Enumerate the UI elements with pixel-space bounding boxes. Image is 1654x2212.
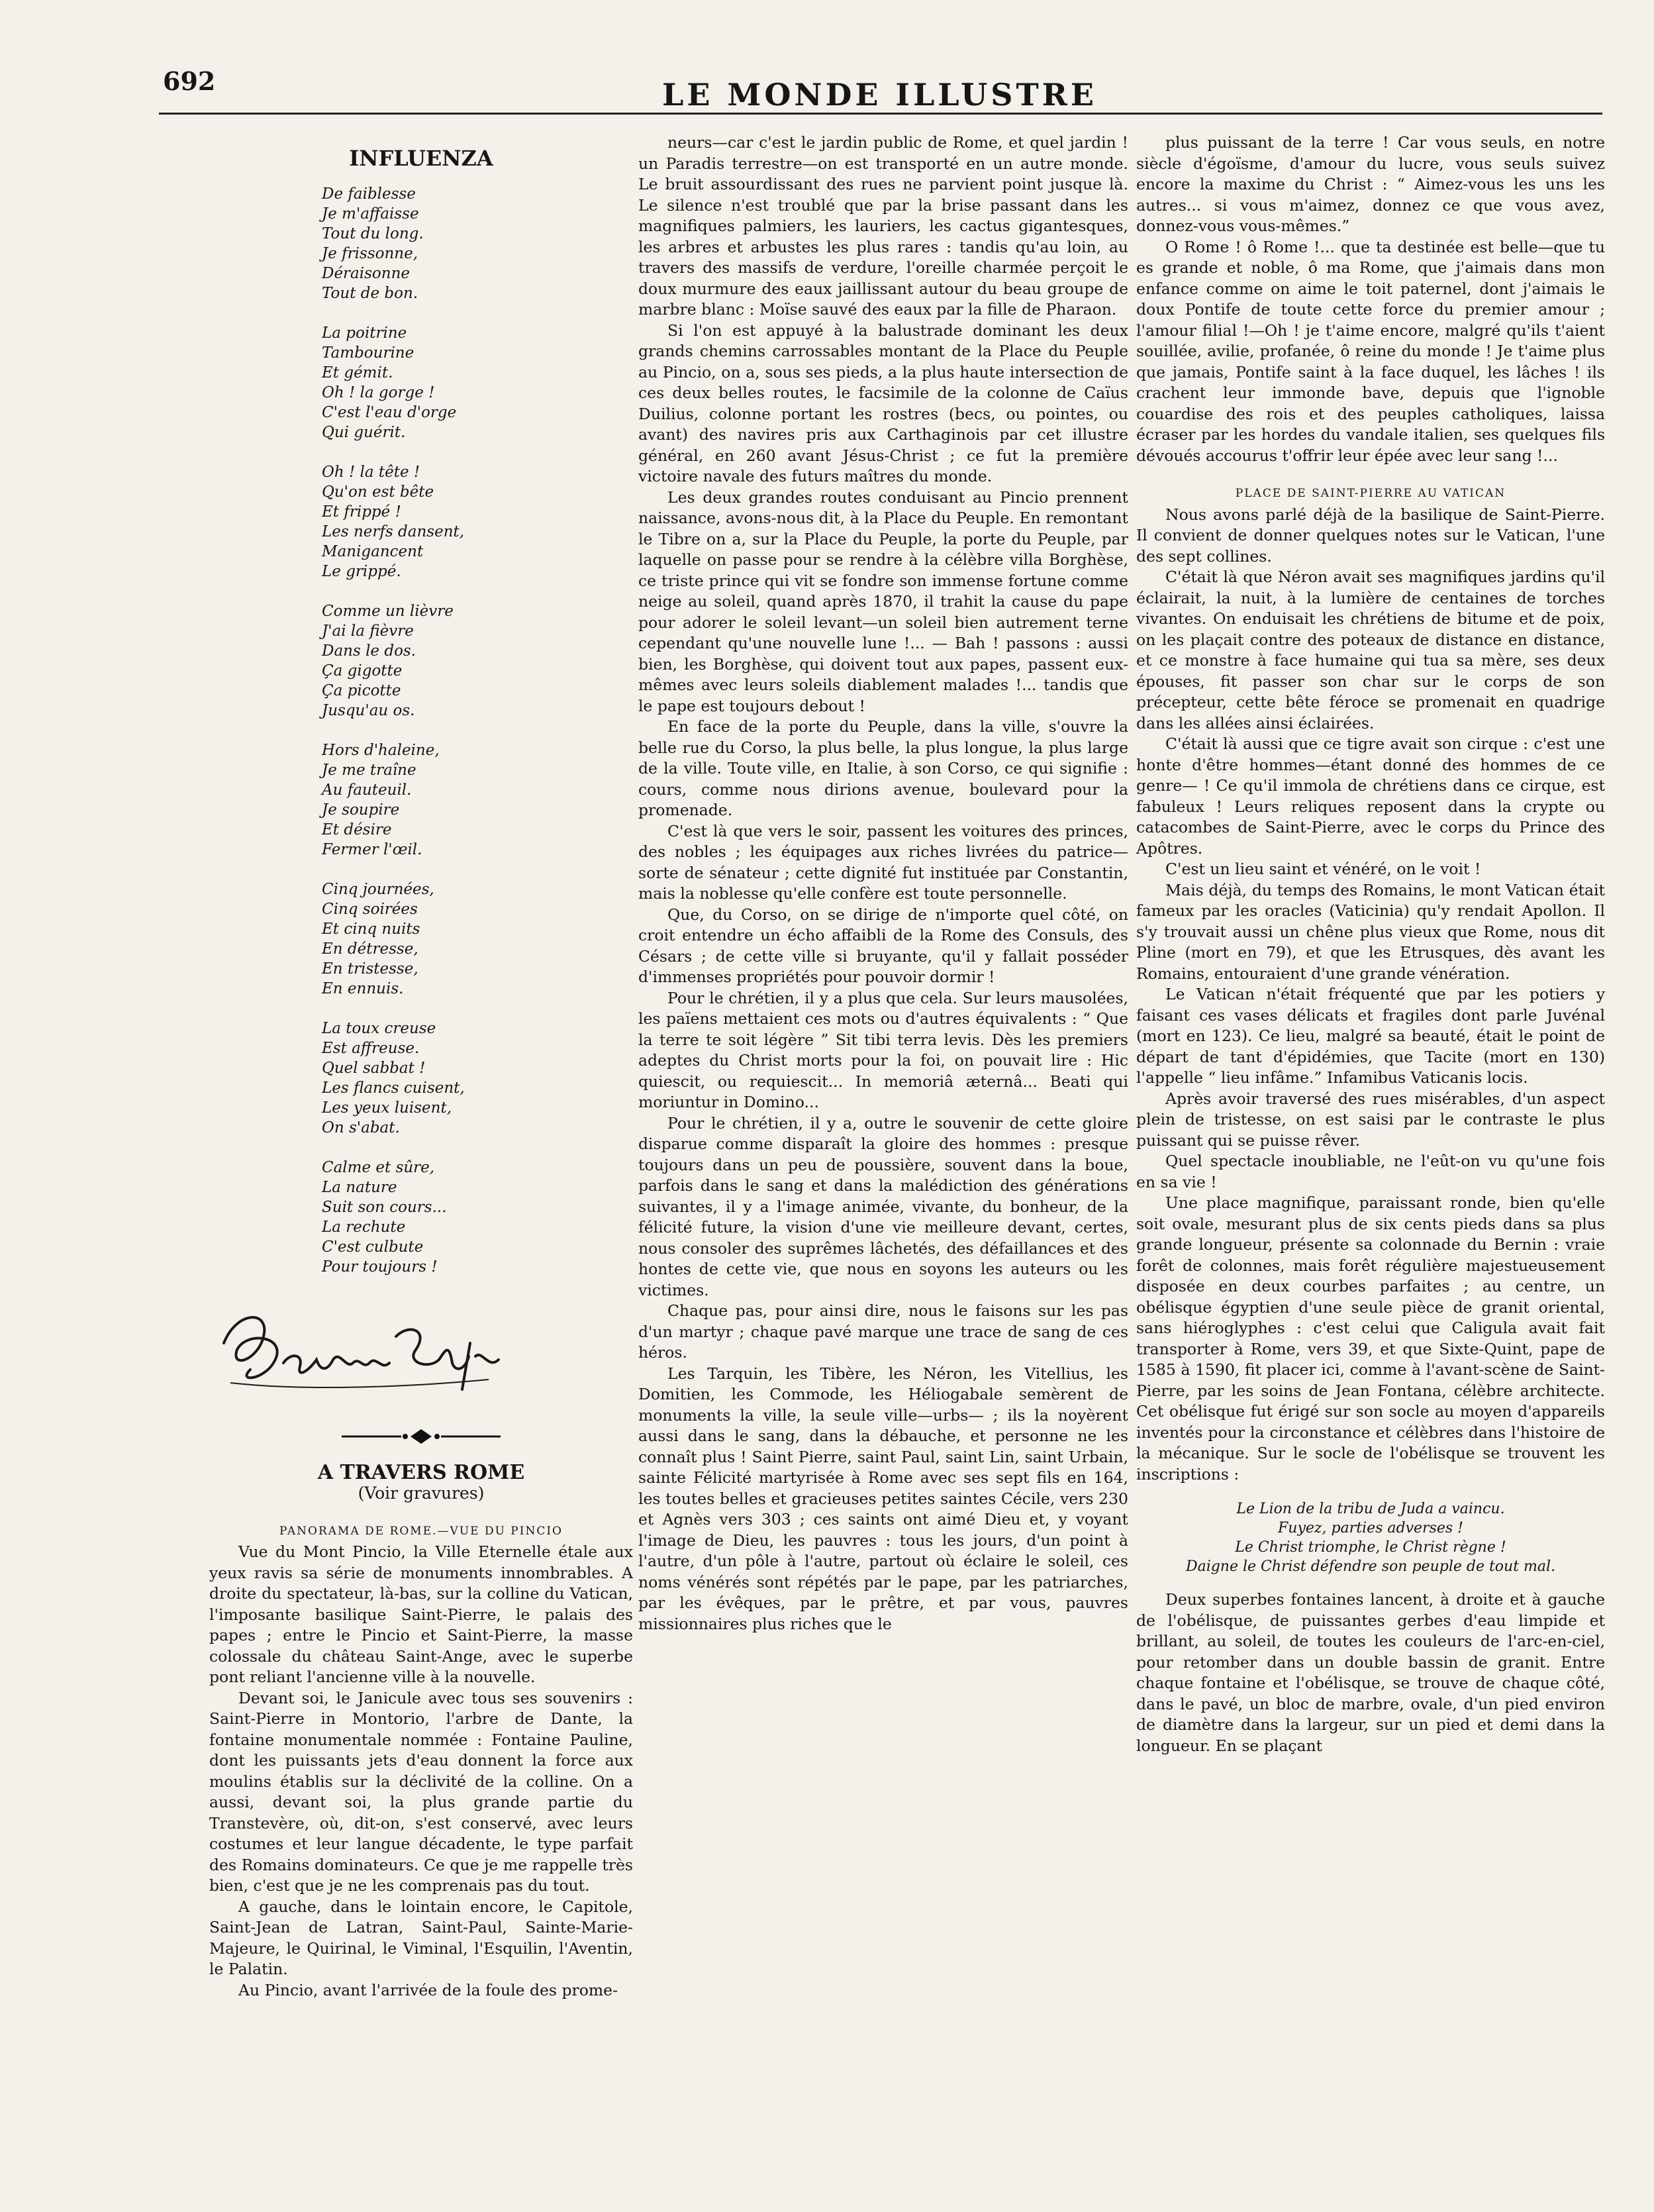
article-paragraph: Nous avons parlé déjà de la basilique de Saint-Pierre. Il convient de donner quelques notes sur le Vatican, l'une des sept collines. [1136,505,1605,566]
poem-stanza [322,323,633,442]
article-paragraph: C'était là aussi que ce tigre avait son cirque : c'est une honte d'être hommes—étant donné des hommes de ce genre— ! Ce qu'il immola de chrétiens dans ce cirque, est fabuleux ! Leurs reliques reposent dans la crypte ou catacombes de Saint-Pierre, avec le corps du Prince des Apôtres. [1136,734,1605,858]
article-paragraph: Les deux grandes routes conduisant au Pincio prennent naissance, avons-nous dit, à la Place du Peuple. En remontant le Tibre on a, sur la Place du Peuple, la porte du Peuple, par laquelle on passe pour se rendre à la célèbre villa Borghèse, ce triste prince qui vit se fondre son immense fortune comme neige au soleil, quand après 1870, il trahit la cause du pape pour adorer le soleil levant—un soleil bien autrement terne cependant qu'une nouvelle lune !... — Bah ! passons : aussi bien, les Borghèse, qui doivent tout aux papes, passent eux-mêmes avec leurs soleils diablement malades !... tandis que le pape est toujours debout ! [638,487,1128,715]
column-1-text [209,1542,633,2001]
article-paragraph: Pour le chrétien, il y a plus que cela. Sur leurs mausolées, les païens mettaient ces mots ou d'autres équivalents : “ Que la terre te soit légère ” Sit tibi terra levis. Dès les premiers adeptes du Christ morts pour la foi, on pouvait lire : Hic quiescit, ou requiescit... In memoriâ æternâ... Beati qui moriuntur in Domino... [638,988,1128,1111]
article-paragraph: Devant soi, le Janicule avec tous ses souvenirs : Saint-Pierre in Montorio, l'arbre de Dante, la fontaine monumentale nommée : Fontaine Pauline, dont les puissants jets d'eau donnent la force aux moulins établis sur la déclivité de la colline. On a aussi, devant soi, la plus grande partie du Transtevère, où, dit-on, s'est conservé, avec leurs costumes et leur langue décadente, le type parfait des Romains dominateurs. Ce que je me rappelle très bien, c'est que je ne les comprenais pas du tout. [209,1688,633,1895]
article-subtitle: (Voir gravures) [358,1483,485,1503]
poem-line: Pour toujours ! [322,1258,438,1276]
poem-line: En tristesse, [322,960,418,978]
article-paragraph: Que, du Corso, on se dirige de n'importe quel côté, on croit entendre un écho affaibli de la Rome des Consuls, des Césars ; de cette ville si bruyante, qu'il y fallait posséder d'immenses propriétés pour pouvoir dormir ! [638,905,1128,986]
section-heading-vatican: PLACE DE SAINT-PIERRE AU VATICAN [1235,487,1506,500]
column-1 [209,132,633,2001]
poem-stanza [322,740,633,860]
poem-line: C'est l'eau d'orge [322,403,457,421]
poem-line: La rechute [322,1218,406,1236]
poem-line: Déraisonne [322,264,411,282]
poem-line: Manigancent [322,542,424,560]
article-paragraph: Après avoir traversé des rues misérables, d'un aspect plein de tristesse, on est saisi par le contraste le plus puissant qui se puisse rêver. [1136,1089,1605,1150]
poem-line: Tout de bon. [322,284,418,302]
poem-line: On s'abat. [322,1119,400,1136]
poem-line: Comme un lièvre [322,602,454,620]
section-ornament [342,1427,501,1446]
article-paragraph: Les Tarquin, les Tibère, les Néron, les Vitellius, les Domitien, les Commode, les Héliogabale semèrent de monuments la ville, la seule ville—urbs— ; ils la noyèrent aussi dans le sang, dans la débauche, et personne ne les connaît plus ! Saint Pierre, saint Paul, saint Lin, saint Urbain, sainte Félicité martyrisée à Rome avec ses sept fils en 164, les toutes belles et gracieuses petites saintes Cécile, vers 230 et Agnès vers 303 ; ces saints ont aimé Dieu et, y voyant l'image de Dieu, les pauvres : tous les jours, d'un point à l'autre, d'un pôle à l'autre, partout où éclaire le soleil, ces noms vénérés sont répétés par le pape, par les patriarches, par les évêques, par le prêtre, et par vous, pauvres missionnaires plus riches que le [638,1364,1128,1633]
poem-line: La nature [322,1178,397,1196]
article-paragraph: plus puissant de la terre ! Car vous seuls, en notre siècle d'égoïsme, d'amour du lucre, vous seuls suivez encore la maxime du Christ : “ Aimez-vous les uns les autres... si vous m'aimez, donnez ce que vous avez, donnez-vous vous-mêmes.” [1136,133,1605,235]
poem-line: Au fauteuil. [322,781,412,799]
poem-stanza [322,462,633,581]
poem-line: Je m'affaisse [322,205,419,223]
article-paragraph: O Rome ! ô Rome !... que ta destinée est belle—que tu es grande et noble, ô ma Rome, que j'aimais dans mon enfance comme on aime le toit paternel, dont j'aimais le doux Pontife de toute cette force du premier amour ; l'amour filial !—Oh ! je t'aime encore, malgré qu'ils t'aient souillée, avilie, profanée, ô reine du monde ! Je t'aime plus que jamais, Pontife saint à la face duquel, les lâches ! ils crachent leur immonde bave, depuis que l'ignoble couardise des rois et des peuples catholiques, laissa écraser par les hordes du vandale italien, ses quelques fils dévoués accourus t'offrir leur épée avec leur sang !... [1136,237,1605,465]
column-3-intro [1136,132,1605,466]
poem-line: Calme et sûre, [322,1158,435,1176]
poem-line: Oh ! la tête ! [322,463,420,481]
page-number: 692 [163,66,216,96]
poem-line: Tambourine [322,344,414,362]
column-3-section-2 [1136,505,1605,1485]
poem-line: En ennuis. [322,980,404,997]
poem [322,184,633,1277]
poem-line: De faiblesse [322,185,416,203]
article-paragraph: neurs—car c'est le jardin public de Rome, et quel jardin ! un Paradis terrestre—on est transporté en un autre monde. Le bruit assourdissant des rues ne parvient point jusque là. Le silence n'est troublé que par la brise passant dans les magnifiques palmiers, les lauriers, les cactus gigantesques, les arbres et arbustes les plus rares : tandis qu'au loin, au travers des massifs de verdure, l'oreille charmée perçoit le doux murmure des eaux jaillissant autour du beau groupe de marbre blanc : Moïse sauvé des eaux par la fille de Pharaon. [638,133,1128,319]
inscription-line: Le Lion de la tribu de Juda a vaincu. [1236,1501,1505,1517]
poem-stanza [322,184,633,303]
poem-line: J'ai la fièvre [322,622,414,640]
poem-line: Et cinq nuits [322,920,420,938]
poem-line: Cinq soirées [322,900,418,918]
poem-line: Les nerfs dansent, [322,523,465,540]
poem-line: La poitrine [322,324,407,342]
section-heading-pincio: PANORAMA DE ROME.—VUE DU PINCIO [279,1524,563,1538]
article-title: A TRAVERS ROME [317,1460,525,1484]
article-paragraph: C'est là que vers le soir, passent les voitures des princes, des nobles ; les équipages aux riches livrées du patrice—sorte de sénateur ; cette dignité fut instituée par Constantin, mais la noblesse qu'elle confère est toute personnelle. [638,821,1128,903]
poem-line: Quel sabbat ! [322,1059,426,1077]
poem-line: Les flancs cuisent, [322,1079,465,1097]
poem-line: Tout du long. [322,225,424,242]
poem-line: Hors d'haleine, [322,741,440,759]
poem-line: Oh ! la gorge ! [322,383,435,401]
article-paragraph: Pour le chrétien, il y a, outre le souvenir de cette gloire disparue comme disparaît la gloire des hommes : presque toujours dans un peu de poussière, souvent dans la boue, parfois dans le sang et dans la malédiction des générations suivantes, il y a l'image animée, vivante, du bonheur, de la félicité future, la vision d'une vie meilleure devant, certes, nous consoler des suprêmes lâchetés, des défaillances et des hontes de cette vie, que nous en soyons les auteurs ou les victimes. [638,1113,1128,1299]
article-paragraph: Vue du Mont Pincio, la Ville Eternelle étale aux yeux ravis sa série de monuments innombrables. A droite du spectateur, là-bas, sur la colline du Vatican, l'imposante basilique Saint-Pierre, le palais des papes ; entre le Pincio et Saint-Pierre, la masse colossale du château Saint-Ange, avec le superbe pont reliant l'ancienne ville à la nouvelle. [209,1542,633,1686]
inscription-line: Fuyez, parties adverses ! [1278,1520,1463,1536]
poem-line: Fermer l'œil. [322,840,422,858]
poem-line: Et gémit. [322,364,393,381]
poem-stanza [322,601,633,721]
poem-line: Les yeux luisent, [322,1099,452,1117]
article-paragraph: A gauche, dans le lointain encore, le Capitole, Saint-Jean de Latran, Saint-Paul, Sainte-Marie-Majeure, le Quirinal, le Viminal, l'Esquilin, l'Aventin, le Palatin. [209,1897,633,1978]
poem-line: En détresse, [322,940,418,958]
poem-line: Je me traîne [322,761,416,779]
article-paragraph: Au Pincio, avant l'arrivée de la foule des prome- [238,1980,618,1999]
poem-line: Je soupire [322,801,400,819]
obelisk-inscriptions [1136,1499,1605,1576]
article-paragraph: Une place magnifique, paraissant ronde, bien qu'elle soit ovale, mesurant plus de six cents pieds dans sa plus grande longueur, présente sa colonnade du Bernin : vraie forêt de colonnes, mais forêt régulière majestueusement disposée en deux courbes parfaites ; au centre, un obélisque égyptien d'une seule pièce de granit oriental, sans hiéroglyphes : c'est celui que Caligula avait fait transporter à Rome, vers 39, et que Sixte-Quint, pape de 1585 à 1590, fit placer ici, comme à l'avant-scène de Saint-Pierre, par les soins de Jean Fontana, célèbre architecte. Cet obélisque fut érigé sur son socle au moyen d'appareils inventés pour la circonstance et célèbres dans l'histoire de la mécanique. Sur le socle de l'obélisque se trouvent les inscriptions : [1136,1193,1605,1483]
poem-line: Ça gigotte [322,662,403,679]
article-paragraph: Chaque pas, pour ainsi dire, nous le faisons sur les pas d'un martyr ; chaque pavé marque une trace de sang de ces héros. [638,1301,1128,1362]
poem-stanza [322,880,633,999]
article-paragraph: C'était là que Néron avait ses magnifiques jardins qu'il éclairait, la nuit, à la lumière de centaines de torches vivantes. On enduisait les chrétiens de bitume et de poix, on les plaçait contre des poteaux de distance en distance, et ce monstre à face humaine qui tua sa mère, ses deux épouses, fit passer son char sur le corps de son précepteur, cette bête féroce se promenait en quadrige dans les allées ainsi éclairées. [1136,568,1605,732]
poem-line: Et frippé ! [322,503,401,521]
poem-line: Et désire [322,821,392,838]
inscription-line: Le Christ triomphe, le Christ règne ! [1235,1539,1506,1556]
poem-stanza [322,1019,633,1138]
article-paragraph: Deux superbes fontaines lancent, à droite et à gauche de l'obélisque, de puissantes gerbes d'eau limpide et brillant, au soleil, de toutes les couleurs de l'arc-en-ciel, pour retomber dans un double bassin de granit. Entre chaque fontaine et l'obélisque, se trouve de chaque côté, dans le pavé, un bloc de marbre, ovale, d'un pied environ de diamètre dans la largeur, sur un pied et demi dans la longueur. En se plaçant [1136,1590,1605,1755]
article-paragraph: Si l'on est appuyé à la balustrade dominant les deux grands chemins carrossables montant de la Place du Peuple au Pincio, on a, sous ses pieds, a la plus haute intersection de ces deux belles routes, le facsimile de la colonne de Caïus Duilius, colonne portant les rostres (becs, ou pointes, ou avant) des navires pris aux Carthaginois par cet illustre général, en 260 avant Jésus-Christ ; ce fut la première victoire navale des futurs maîtres du monde. [638,321,1128,485]
poem-line: Est affreuse. [322,1039,420,1057]
poem-stanza [322,1158,633,1277]
header-rule [159,113,1602,115]
poem-line: Qui guérit. [322,423,406,441]
poem-line: La toux creuse [322,1019,436,1037]
poem-line: Qu'on est bête [322,483,434,501]
masthead: LE MONDE ILLUSTRE [662,77,1097,113]
article-paragraph: Le Vatican n'était fréquenté que par les potiers y faisant ces vases délicats et fragiles dont parle Juvénal (mort en 123). Ce lieu, malgré sa beauté, était le point de départ de tant d'épidémies, que Tacite (mort en 130) l'appelle “ lieu infâme.” Infamibus Vaticanis locis. [1136,985,1605,1087]
article-paragraph: Quel spectacle inoubliable, ne l'eût-on vu qu'une fois en sa vie ! [1136,1152,1605,1191]
inscription-line: Daigne le Christ défendre son peuple de tout mal. [1185,1558,1556,1575]
column-3 [1136,132,1605,1756]
column-2 [638,132,1128,1634]
poem-line: Jusqu'au os. [322,701,415,719]
poem-line: Suit son cours... [322,1198,447,1216]
signature [211,1297,509,1403]
poem-line: Dans le dos. [322,642,416,660]
poem-line: Ça picotte [322,681,401,699]
poem-title: INFLUENZA [349,146,493,171]
poem-line: Le grippé. [322,562,401,580]
article-paragraph: C'est un lieu saint et vénéré, on le voit ! [1165,860,1481,878]
article-paragraph: En face de la porte du Peuple, dans la ville, s'ouvre la belle rue du Corso, la plus belle, la plus longue, la plus large de la ville. Toute ville, en Italie, à son Corso, ce qui signifie : cours, comme nous dirions avenue, boulevard pour la promenade. [638,717,1128,819]
poem-line: Je frissonne, [322,244,418,262]
poem-line: Cinq journées, [322,880,434,898]
article-paragraph: Mais déjà, du temps des Romains, le mont Vatican était fameux par les oracles (Vaticinia) qu'y rendait Apollon. Il s'y trouvait aussi un chêne plus vieux que Rome, nous dit Pline (mort en 79), et que les Etrusques, dès avant les Romains, entouraient d'une grande vénération. [1136,880,1605,983]
poem-line: C'est culbute [322,1238,424,1256]
